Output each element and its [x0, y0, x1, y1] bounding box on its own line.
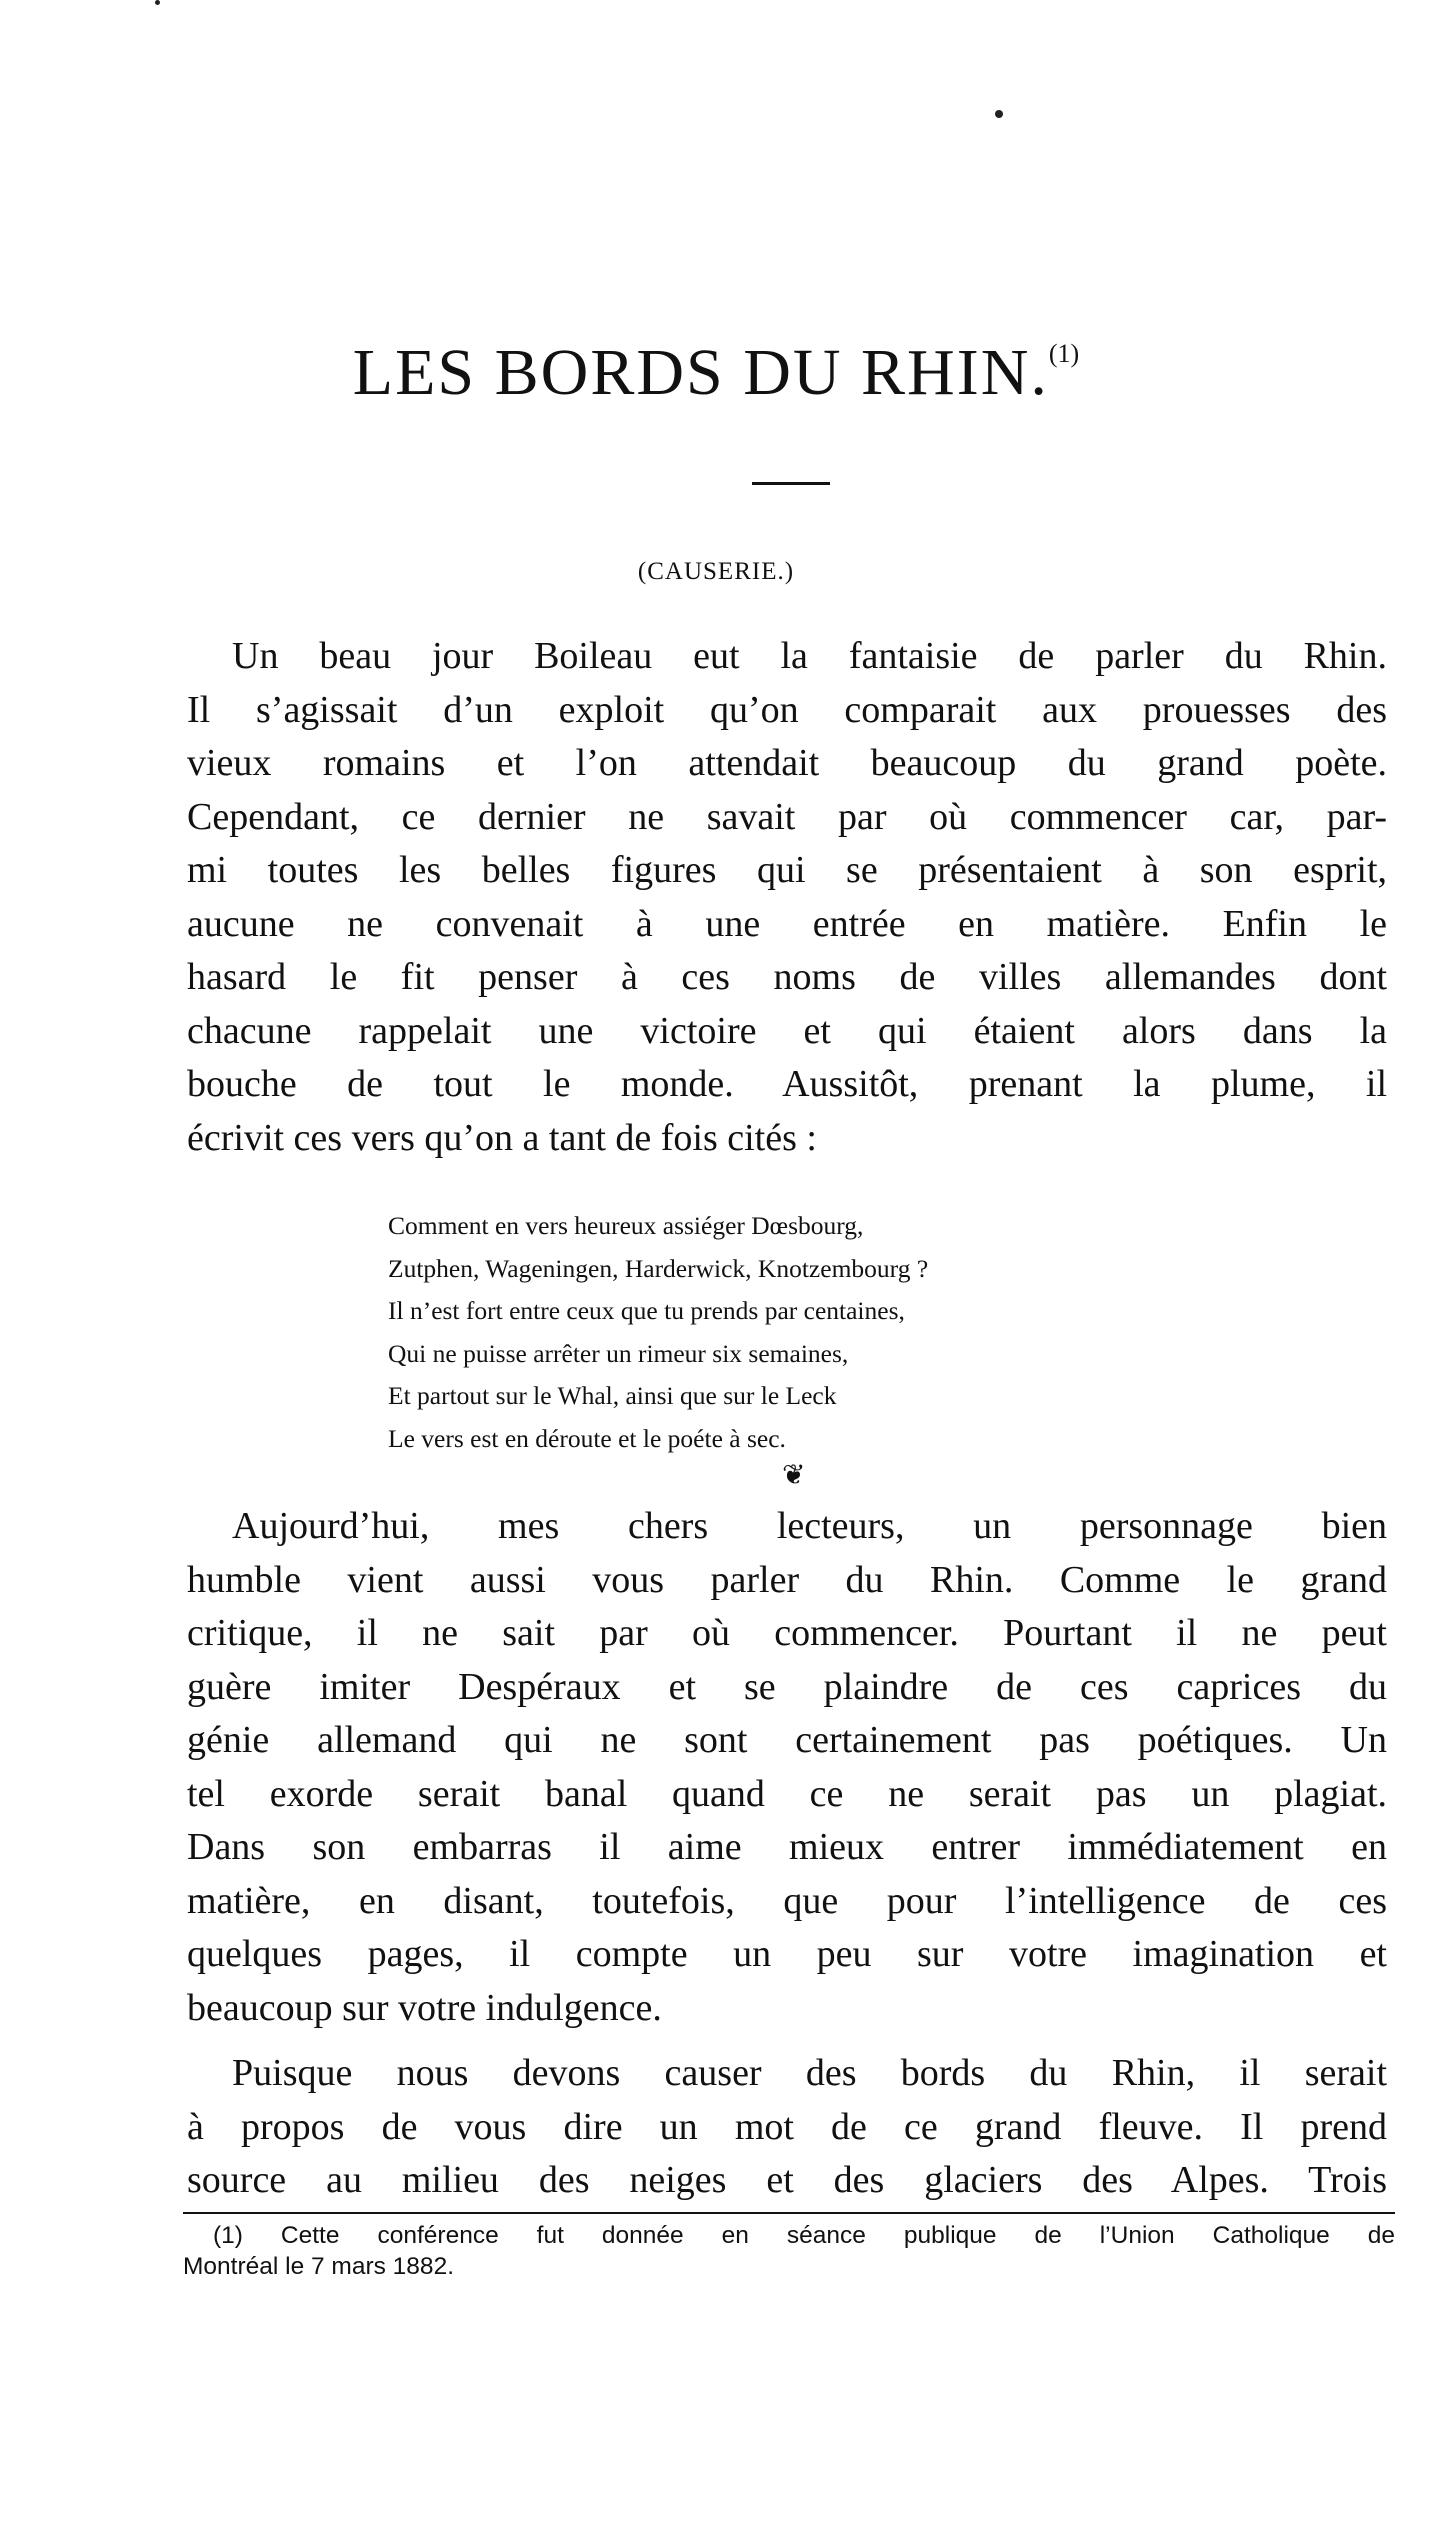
verse-quotation	[388, 1205, 928, 1460]
footnote	[183, 2220, 1395, 2282]
text-line: vieux romains et l’on attendait beaucoup du grand poète.	[187, 742, 1387, 784]
subtitle: (CAUSERIE.)	[637, 558, 795, 585]
title-footnote-marker: (1)	[1048, 339, 1080, 368]
ink-speck	[995, 110, 1003, 118]
ornament-icon: ❦	[782, 1460, 806, 1491]
title-rule	[752, 482, 830, 485]
text-line: génie allemand qui ne sont certainement pas poétiques. Un	[187, 1719, 1387, 1761]
verse-line: Et partout sur le Whal, ainsi que sur le Leck	[388, 1381, 837, 1410]
footnote-line: Montréal le 7 mars 1882.	[183, 2253, 454, 2280]
verse-line: Le vers est en déroute et le poéte à sec.	[388, 1423, 786, 1453]
footnote-line: (1) Cette conférence fut donnée en séance publique de l’Union Catholique de	[213, 2222, 1395, 2249]
text-line: Aujourd’hui, mes chers lecteurs, un personnage bien	[232, 1505, 1387, 1547]
text-line: chacune rappelait une victoire et qui étaient alors dans la	[187, 1009, 1387, 1052]
verse-line: Il n’est fort entre ceux que tu prends par centaines,	[388, 1296, 905, 1325]
text-line: source au milieu des neiges et des glaciers des Alpes. Trois	[187, 2159, 1387, 2201]
ink-speck	[155, 0, 160, 5]
text-line: quelques pages, il compte un peu sur votre imagination et	[187, 1933, 1387, 1975]
verse-line: Comment en vers heureux assiéger Dœsbourg,	[388, 1211, 864, 1240]
footnote-rule	[183, 2212, 1395, 2214]
text-line: Cependant, ce dernier ne savait par où commencer car, par-	[187, 795, 1387, 838]
verse-line: Qui ne puisse arrêter un rimeur six semaines,	[388, 1338, 849, 1368]
paragraph-3	[187, 2047, 1387, 2208]
text-line: guère imiter Despéraux et se plaindre de ces caprices du	[187, 1665, 1387, 1708]
paragraph-1	[187, 630, 1387, 1165]
text-line: Un beau jour Boileau eut la fantaisie de parler du Rhin.	[232, 635, 1387, 677]
paragraph-2	[187, 1500, 1387, 2035]
text-line: beaucoup sur votre indulgence.	[187, 1986, 662, 2029]
text-line: tel exorde serait banal quand ce ne serait pas un plagiat.	[187, 1772, 1387, 1815]
text-line: bouche de tout le monde. Aussitôt, prenant la plume, il	[187, 1063, 1387, 1105]
text-line: matière, en disant, toutefois, que pour l’intelligence de ces	[187, 1879, 1387, 1922]
page-title	[0, 336, 1432, 409]
text-line: Il s’agissait d’un exploit qu’on comparait aux prouesses des	[187, 688, 1387, 731]
text-line: aucune ne convenait à une entrée en matière. Enfin le	[187, 902, 1387, 945]
text-line: écrivit ces vers qu’on a tant de fois cités :	[187, 1116, 817, 1159]
text-line: humble vient aussi vous parler du Rhin. Comme le grand	[187, 1558, 1387, 1601]
text-line: à propos de vous dire un mot de ce grand fleuve. Il prend	[187, 2105, 1387, 2148]
text-line: Puisque nous devons causer des bords du Rhin, il serait	[232, 2052, 1387, 2094]
title-text: LES BORDS DU RHIN.	[352, 336, 1049, 409]
text-line: mi toutes les belles figures qui se présentaient à son esprit,	[187, 849, 1387, 891]
verse-line: Zutphen, Wageningen, Harderwick, Knotzembourg ?	[388, 1253, 929, 1283]
text-line: hasard le fit penser à ces noms de villes allemandes dont	[187, 956, 1387, 998]
text-line: critique, il ne sait par où commencer. Pourtant il ne peut	[187, 1612, 1387, 1654]
text-line: Dans son embarras il aime mieux entrer immédiatement en	[187, 1826, 1387, 1868]
